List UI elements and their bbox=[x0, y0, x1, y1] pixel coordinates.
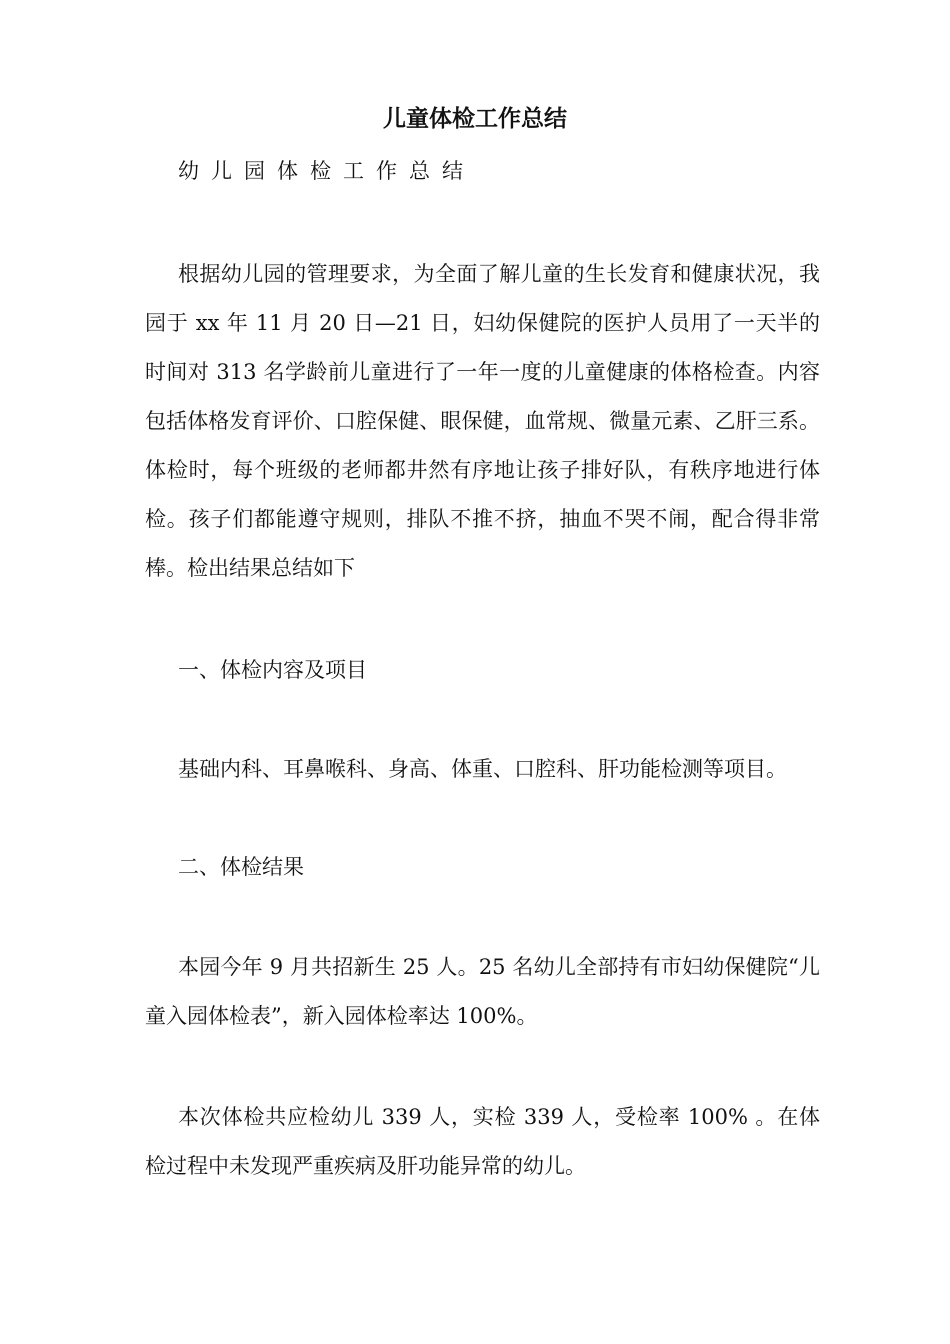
section-heading-content: 一、体检内容及项目 bbox=[178, 658, 367, 682]
document-subtitle: 幼儿园体检工作总结 bbox=[178, 159, 475, 183]
results-paragraph-checkup-rate: 本次体检共应检幼儿 339 人，实检 339 人，受检率 100% 。在体检过程中未发现严重疾病及肝功能异常的幼儿。 bbox=[145, 1105, 820, 1178]
content-paragraph: 基础内科、耳鼻喉科、身高、体重、口腔科、肝功能检测等项目。 bbox=[178, 757, 787, 781]
section-heading-results: 二、体检结果 bbox=[178, 855, 304, 879]
results-paragraph-new-students: 本园今年 9 月共招新生 25 人。25 名幼儿全部持有市妇幼保健院“儿童入园体检表”，新入园体检率达 100%。 bbox=[145, 955, 820, 1028]
document-title: 儿童体检工作总结 bbox=[383, 105, 567, 132]
intro-paragraph: 根据幼儿园的管理要求，为全面了解儿童的生长发育和健康状况，我园于 xx 年 11 月 20 日—21 日，妇幼保健院的医护人员用了一天半的时间对 313 名学龄前儿童进行了一年一度的儿童健康的体格检查。内容包括体格发育评价、口腔保健、眼保健，血常规、微量元素、乙肝三系。体检时，每个班级的老师都井然有序地让孩子排好队，有秩序地进行体检。孩子们都能遵守规则，排队不推不挤，抽血不哭不闹，配合得非常棒。检出结果总结如下 bbox=[145, 262, 820, 580]
